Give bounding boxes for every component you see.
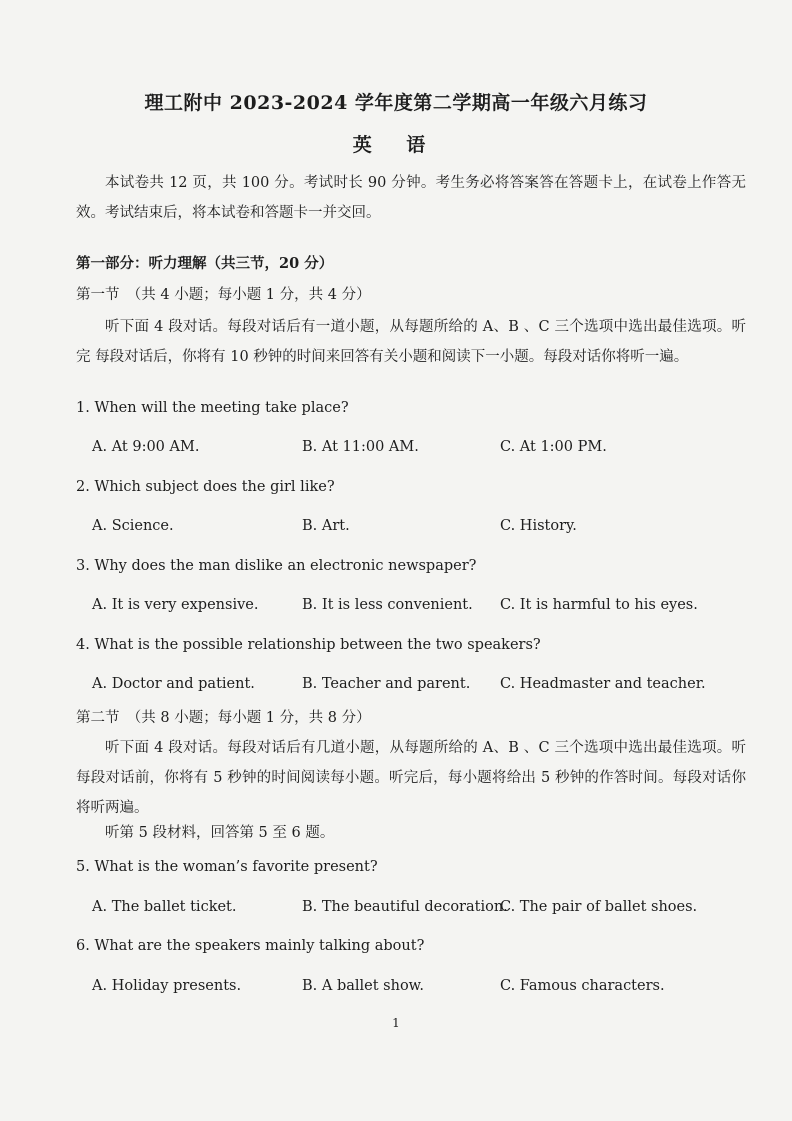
question-5-option-b: B. The beautiful decoration.: [302, 899, 508, 915]
question-2-stem: 2. Which subject does the girl like?: [76, 479, 335, 495]
question-5-stem: 5. What is the woman’s favorite present?: [76, 859, 378, 875]
question-1-option-c: C. At 1:00 PM.: [500, 439, 607, 455]
section2-directions: 听下面 4 段对话。每段对话后有几道小题，从每题所给的 A、B 、C 三个选项中选出最佳选项。听每段对话前，你将有 5 秒钟的时间阅读每小题。听完后，每小题将给出 5 秒钟的作答时间。每段对话你将听两遍。: [76, 740, 746, 816]
question-2-option-c: C. History.: [500, 518, 577, 534]
question-3-option-c: C. It is harmful to his eyes.: [500, 597, 698, 613]
question-4-option-a: A. Doctor and patient.: [92, 676, 255, 692]
question-4-option-c: C. Headmaster and teacher.: [500, 676, 706, 692]
question-5-option-c: C. The pair of ballet shoes.: [500, 899, 698, 915]
question-2-option-b: B. Art.: [302, 518, 350, 534]
question-4-option-b: B. Teacher and parent.: [302, 676, 471, 692]
question-6-option-a: A. Holiday presents.: [92, 978, 242, 994]
page-number: 1: [392, 1016, 400, 1030]
section2-heading: 第二节 （共 8 小题；每小题 1 分，共 8 分）: [76, 710, 371, 726]
part1-heading: 第一部分：听力理解（共三节，20 分）: [76, 255, 334, 272]
question-1-stem: 1. When will the meeting take place?: [76, 400, 349, 416]
question-3-option-b: B. It is less convenient.: [302, 597, 473, 613]
section1-heading: 第一节 （共 4 小题；每小题 1 分，共 4 分）: [76, 287, 371, 303]
question-6-option-b: B. A ballet show.: [302, 978, 424, 994]
question-1-option-a: A. At 9:00 AM.: [92, 439, 200, 455]
instructions: 本试卷共 12 页，共 100 分。考试时长 90 分钟。考生务必将答案答在答题卡上，在试卷上作答无效。考试结束后，将本试卷和答题卡一并交回。: [76, 175, 746, 221]
question-6-stem: 6. What are the speakers mainly talking about?: [76, 938, 425, 954]
question-2-option-a: A. Science.: [92, 518, 174, 534]
question-3-option-a: A. It is very expensive.: [92, 597, 259, 613]
question-4-stem: 4. What is the possible relationship between the two speakers?: [76, 637, 541, 653]
question-5-option-a: A. The ballet ticket.: [92, 899, 237, 915]
section1-directions: 听下面 4 段对话。每段对话后有一道小题，从每题所给的 A、B 、C 三个选项中选出最佳选项。听完 每段对话后，你将有 10 秒钟的时间来回答有关小题和阅读下一小题。每段对话你将听一遍。: [76, 319, 746, 365]
subject-title: 英 语: [352, 134, 440, 156]
question-1-option-b: B. At 11:00 AM.: [302, 439, 419, 455]
material-note: 听第 5 段材料，回答第 5 至 6 题。: [105, 825, 335, 841]
exam-title: 理工附中 2023-2024 学年度第二学期高一年级六月练习: [144, 92, 648, 114]
question-3-stem: 3. Why does the man dislike an electronic newspaper?: [76, 558, 477, 574]
question-6-option-c: C. Famous characters.: [500, 978, 665, 994]
